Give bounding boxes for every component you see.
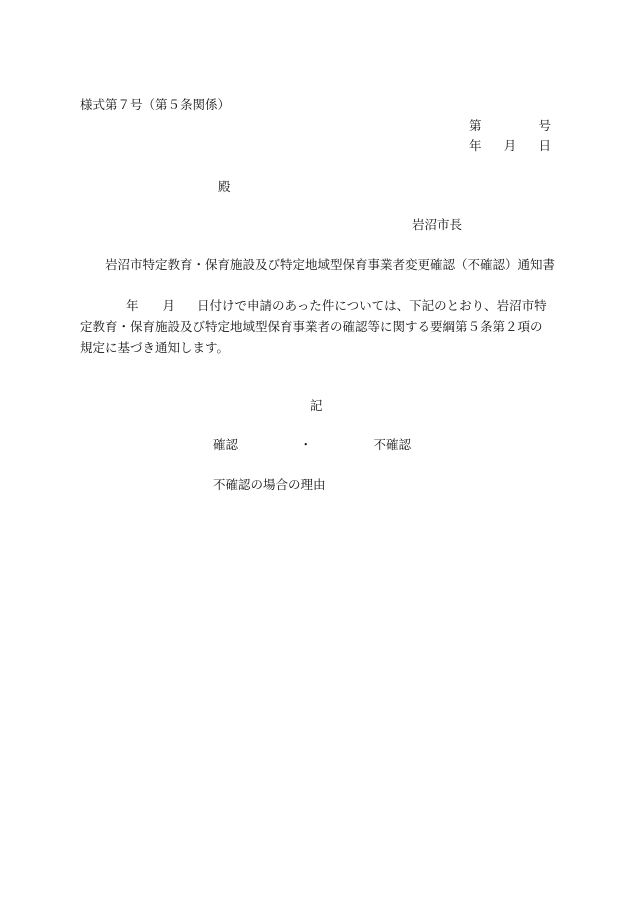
- date-year-label: 年: [469, 138, 482, 153]
- document-title: 岩沼市特定教育・保育施設及び特定地域型保育事業者変更確認（不確認）通知書: [105, 257, 556, 272]
- note-heading: 記: [310, 398, 323, 413]
- form-number: 様式第７号（第５条関係）: [80, 97, 231, 112]
- body-month-label: 月: [162, 298, 176, 313]
- addressee-honorific: 殿: [218, 179, 231, 194]
- deny-reason-label: 不確認の場合の理由: [213, 477, 326, 492]
- choice-confirm: 確認: [213, 437, 239, 452]
- body-paragraph: [80, 295, 552, 358]
- date-day-label: 日: [538, 138, 551, 153]
- number-prefix: 第: [469, 118, 482, 133]
- date-month-label: 月: [503, 138, 517, 153]
- choice-separator: ・: [299, 437, 312, 452]
- sender-name: 岩沼市長: [412, 217, 463, 232]
- decision-choice-row: [213, 437, 411, 453]
- body-text: 日付けで申請のあった件については、下記のとおり、岩沼市特定教育・保育施設及び特定地域型保育事業者の確認等に関する要綱第５条第２項の規定に基づき通知します。: [80, 298, 547, 355]
- document-date-row: [469, 138, 551, 154]
- document-number-row: [469, 118, 551, 134]
- body-year-label: 年: [126, 298, 139, 313]
- choice-deny: 不確認: [373, 437, 411, 452]
- number-suffix: 号: [538, 118, 551, 133]
